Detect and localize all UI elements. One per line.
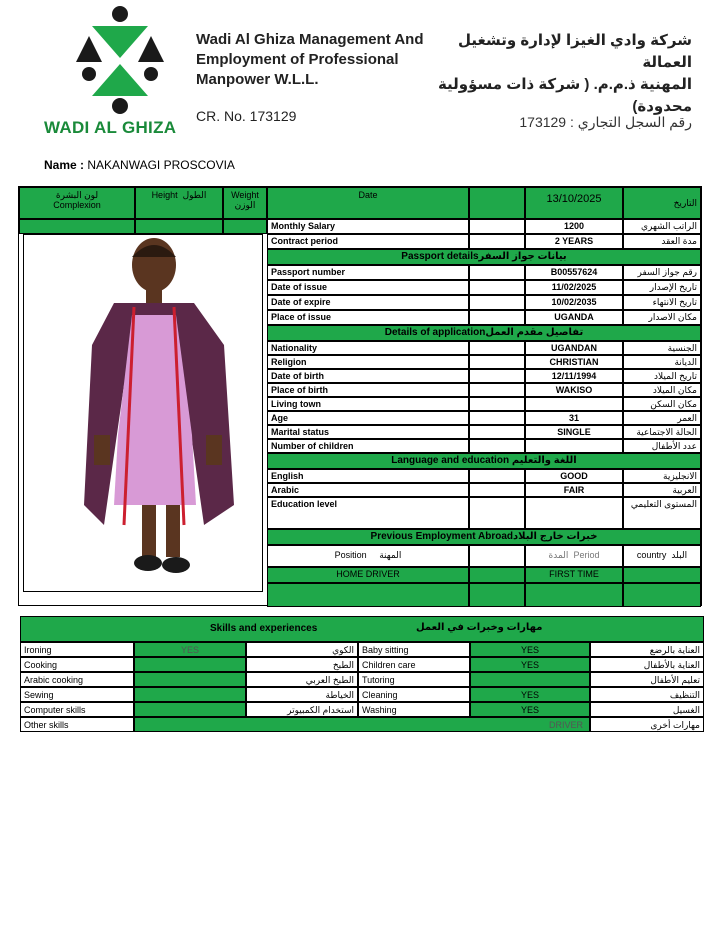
living-town-value xyxy=(525,397,623,411)
english-value: GOOD xyxy=(525,469,623,483)
place-of-birth-spacer xyxy=(469,383,525,397)
place-of-birth-ar: مكان الميلاد xyxy=(623,383,701,397)
place-of-birth-value: WAKISO xyxy=(525,383,623,397)
employment-spacer-2 xyxy=(469,567,525,583)
other-skills-ar: مهارات أخرى xyxy=(590,717,704,732)
skill-r-val-3: YES xyxy=(470,687,590,702)
employment-empty-4 xyxy=(623,583,701,607)
other-skills-value: DRIVER xyxy=(134,717,590,732)
monthly-salary-label: Monthly Salary xyxy=(267,219,469,234)
skill-r-ar-2: تعليم الأطفال xyxy=(590,672,704,687)
religion-value: CHRISTIAN xyxy=(525,355,623,369)
religion-label: Religion xyxy=(267,355,469,369)
skill-l-en-2: Arabic cooking xyxy=(20,672,134,687)
skill-r-en-2: Tutoring xyxy=(358,672,470,687)
height-value xyxy=(135,219,223,234)
other-skills-label: Other skills xyxy=(20,717,134,732)
date-of-expire-label: Date of expire xyxy=(267,295,469,310)
candidate-photo-figure xyxy=(24,235,262,591)
passport-number-ar: رقم جواز السفر xyxy=(623,265,701,280)
date-of-birth-value: 12/11/1994 xyxy=(525,369,623,383)
contract-period-ar: مدة العقد xyxy=(623,234,701,249)
date-header: Date xyxy=(267,187,469,219)
nationality-label: Nationality xyxy=(267,341,469,355)
weight-value xyxy=(223,219,267,234)
place-of-issue-value: UGANDA xyxy=(525,310,623,325)
living-town-label: Living town xyxy=(267,397,469,411)
religion-ar: الديانة xyxy=(623,355,701,369)
arabic-spacer xyxy=(469,483,525,497)
passport-number-spacer xyxy=(469,265,525,280)
passport-number-label: Passport number xyxy=(267,265,469,280)
skills-header-en: Skills and experiences xyxy=(210,623,318,634)
skill-l-en-0: Ironing xyxy=(20,642,134,657)
logo-text: WADI AL GHIZA xyxy=(44,118,177,137)
skill-l-en-3: Sewing xyxy=(20,687,134,702)
living-town-spacer xyxy=(469,397,525,411)
employment-section-header: Previous Employment Abroadخبرات خارج البلاد xyxy=(267,529,701,545)
skill-l-val-0: YES xyxy=(134,642,246,657)
arabic-value: FAIR xyxy=(525,483,623,497)
monthly-salary-spacer xyxy=(469,219,525,234)
skill-r-ar-0: العناية بالرضع xyxy=(590,642,704,657)
weight-header: Weight الوزن xyxy=(223,187,267,219)
employment-empty-2 xyxy=(469,583,525,607)
employment-period: FIRST TIME xyxy=(525,567,623,583)
skill-l-ar-4: استخدام الكمبيوتر xyxy=(246,702,358,717)
date-of-birth-spacer xyxy=(469,369,525,383)
skill-r-val-0: YES xyxy=(470,642,590,657)
skill-r-val-2 xyxy=(470,672,590,687)
country-en: country xyxy=(636,550,667,560)
date-of-expire-value: 10/02/2035 xyxy=(525,295,623,310)
height-header: Height الطول xyxy=(135,187,223,219)
age-label: Age xyxy=(267,411,469,425)
skill-l-val-3 xyxy=(134,687,246,702)
age-ar: العمر xyxy=(623,411,701,425)
name-value: NAKANWAGI PROSCOVIA xyxy=(87,158,235,172)
date-value: 13/10/2025 xyxy=(525,187,623,219)
country-ar: البلد xyxy=(671,550,688,560)
skill-r-en-3: Cleaning xyxy=(358,687,470,702)
date-of-birth-label: Date of birth xyxy=(267,369,469,383)
number-of-children-label: Number of children xyxy=(267,439,469,453)
complexion-value xyxy=(19,219,135,234)
position-en: Position xyxy=(334,550,367,560)
skill-l-en-4: Computer skills xyxy=(20,702,134,717)
marital-status-spacer xyxy=(469,425,525,439)
contract-period-value: 2 YEARS xyxy=(525,234,623,249)
country-header xyxy=(623,545,701,567)
skill-r-ar-3: التنظيف xyxy=(590,687,704,702)
contract-period-label: Contract period xyxy=(267,234,469,249)
position-ar: المهنة xyxy=(379,550,402,560)
skill-r-ar-4: الغسيل xyxy=(590,702,704,717)
date-of-expire-ar: تاريخ الانتهاء xyxy=(623,295,701,310)
application-form xyxy=(18,186,702,606)
date-of-birth-ar: تاريخ الميلاد xyxy=(623,369,701,383)
skill-r-en-1: Children care xyxy=(358,657,470,672)
arabic-ar: العربية xyxy=(623,483,701,497)
candidate-photo xyxy=(23,234,263,592)
skill-r-val-1: YES xyxy=(470,657,590,672)
living-town-ar: مكان السكن xyxy=(623,397,701,411)
date-of-issue-spacer xyxy=(469,280,525,295)
cr-number-en: CR. No. 173129 xyxy=(196,108,297,124)
arabic-label: Arabic xyxy=(267,483,469,497)
skill-l-ar-1: الطبخ xyxy=(246,657,358,672)
nationality-value: UGANDAN xyxy=(525,341,623,355)
skill-r-val-4: YES xyxy=(470,702,590,717)
skill-l-ar-0: الكوي xyxy=(246,642,358,657)
employment-empty-3 xyxy=(525,583,623,607)
skills-header-ar: مهارات وخبرات في العمل xyxy=(416,622,543,633)
number-of-children-ar: عدد الأطفال xyxy=(623,439,701,453)
skill-l-val-1 xyxy=(134,657,246,672)
company-name-ar: شركة وادي الغيزا لإدارة وتشغيل العمالة المهنية ذ.م.م. ( شركة ذات مسؤولية محدودة) xyxy=(437,32,692,115)
education-level-spacer xyxy=(469,497,525,529)
candidate-name xyxy=(44,158,235,172)
period-header xyxy=(525,545,623,567)
date-of-issue-value: 11/02/2025 xyxy=(525,280,623,295)
english-spacer xyxy=(469,469,525,483)
language-section-header: Language and education اللغة والتعليم xyxy=(267,453,701,469)
date-of-issue-label: Date of issue xyxy=(267,280,469,295)
skill-l-ar-2: الطبخ العربي xyxy=(246,672,358,687)
skills-table xyxy=(20,616,704,736)
monthly-salary-ar: الراتب الشهري xyxy=(623,219,701,234)
skill-r-ar-1: العناية بالأطفال xyxy=(590,657,704,672)
place-of-issue-ar: مكان الاصدار xyxy=(623,310,701,325)
cr-number-ar: رقم السجل التجاري : 173129 xyxy=(519,114,692,130)
application-section-header: Details of applicationتفاصيل مقدم العمل xyxy=(267,325,701,341)
skill-r-en-4: Washing xyxy=(358,702,470,717)
period-ar: المدة xyxy=(548,550,569,560)
contract-period-spacer xyxy=(469,234,525,249)
marital-status-value: SINGLE xyxy=(525,425,623,439)
english-label: English xyxy=(267,469,469,483)
date-of-expire-spacer xyxy=(469,295,525,310)
date-ar: التاريخ xyxy=(623,187,701,219)
period-en: Period xyxy=(573,550,600,560)
place-of-issue-spacer xyxy=(469,310,525,325)
passport-section-header: Passport detailsبيانات جواز السفر xyxy=(267,249,701,265)
skill-l-val-2 xyxy=(134,672,246,687)
skill-l-en-1: Cooking xyxy=(20,657,134,672)
employment-empty-1 xyxy=(267,583,469,607)
age-value: 31 xyxy=(525,411,623,425)
employment-spacer xyxy=(469,545,525,567)
employment-position: HOME DRIVER xyxy=(267,567,469,583)
complexion-header: لون البشرة Complexion xyxy=(19,187,135,219)
marital-status-label: Marital status xyxy=(267,425,469,439)
name-label: Name : xyxy=(44,158,85,172)
skill-r-en-0: Baby sitting xyxy=(358,642,470,657)
nationality-spacer xyxy=(469,341,525,355)
marital-status-ar: الحالة الاجتماعية xyxy=(623,425,701,439)
number-of-children-spacer xyxy=(469,439,525,453)
place-of-birth-label: Place of birth xyxy=(267,383,469,397)
employment-country xyxy=(623,567,701,583)
english-ar: الانجليزية xyxy=(623,469,701,483)
education-level-ar: المستوى التعليمي xyxy=(623,497,701,529)
age-spacer xyxy=(469,411,525,425)
place-of-issue-label: Place of issue xyxy=(267,310,469,325)
education-level-value xyxy=(525,497,623,529)
company-name-en: Wadi Al Ghiza Management And Employment of Professional Manpower W.L.L. xyxy=(196,31,424,88)
religion-spacer xyxy=(469,355,525,369)
monthly-salary-value: 1200 xyxy=(525,219,623,234)
position-header xyxy=(267,545,469,567)
company-logo xyxy=(72,4,168,114)
skill-l-ar-3: الخياطة xyxy=(246,687,358,702)
number-of-children-value xyxy=(525,439,623,453)
education-level-label: Education level xyxy=(267,497,469,529)
nationality-ar: الجنسية xyxy=(623,341,701,355)
skill-l-val-4 xyxy=(134,702,246,717)
date-of-issue-ar: تاريخ الإصدار xyxy=(623,280,701,295)
passport-number-value: B00557624 xyxy=(525,265,623,280)
